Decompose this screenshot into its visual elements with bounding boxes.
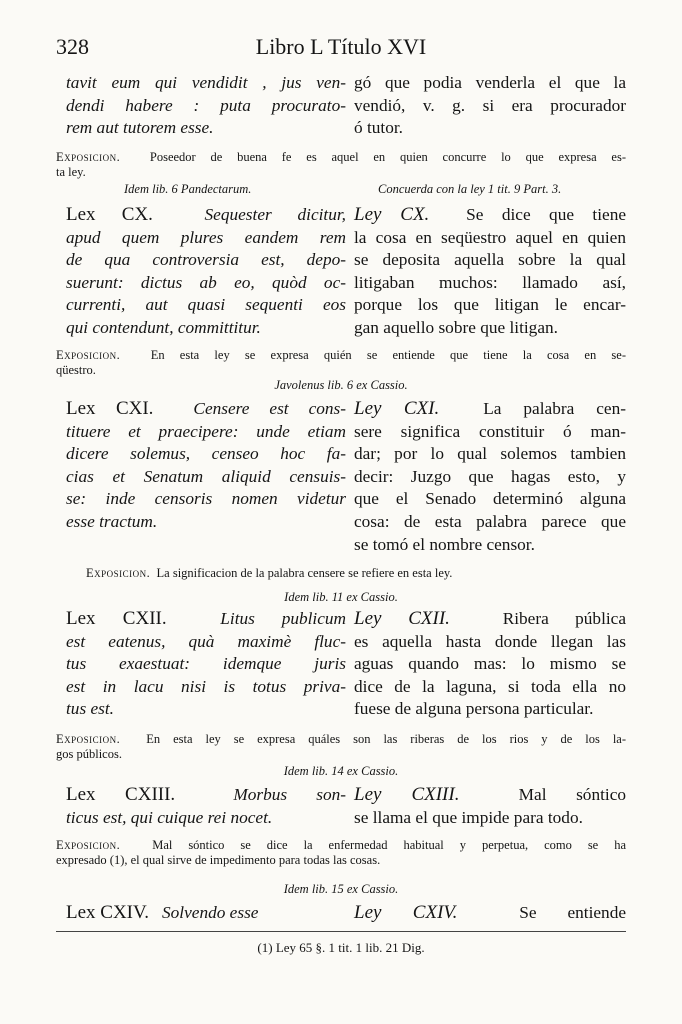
latin-line: tituere et praecipere: unde etiam — [66, 421, 346, 441]
law-number-spanish: Ley CXIV. — [354, 902, 458, 923]
exposition-text: gos públicos. — [56, 747, 122, 761]
law-number-spanish: Ley CX. — [354, 204, 430, 225]
exposition-text: Poseedor de buena fe es aquel en quien concurre lo que expresa es- — [149, 150, 627, 164]
latin-line: currenti, aut quasi sequenti eos — [66, 295, 346, 315]
latin-line: se: inde censoris nomen videtur — [66, 489, 346, 509]
exposition-note: Exposicion. En esta ley se expresa quién se entiende que tiene la cosa en se- qüestro. — [56, 348, 627, 377]
spanish-column: Ley CX. Se dice que tiene la cosa en seqüestro aquel en quien se deposita aquella sobre la qual litigaban muchos: llamado así, porque los que litigan le encar- gan aquello sobre que litigan. — [354, 204, 626, 340]
latin-line: dendi habere : puta procurato- — [66, 95, 346, 115]
spanish-line: aguas quando mas: lo mismo se — [354, 654, 626, 674]
spanish-line: la cosa en seqüestro aquel en quien — [354, 227, 626, 247]
latin-line: cias et Senatum aliquid censuis- — [66, 466, 346, 486]
spanish-column: Ley CXIV. Se entiende — [354, 902, 627, 923]
spanish-line: sere significa constituir ó man- — [354, 421, 626, 441]
law-number-latin: Lex CXI. — [66, 398, 154, 419]
law-continuation — [66, 72, 626, 140]
spanish-line: dar; por lo qual solemos tambien — [354, 444, 626, 464]
page-number: 328 — [56, 34, 89, 59]
latin-line: suerunt: dictus ab eo, quòd oc- — [66, 272, 346, 292]
spanish-line: dice de la laguna, si toda ella no — [354, 676, 626, 696]
latin-column: Lex CX. Sequester dicitur, apud quem plures eandem rem de qua controversia est, depo- suerunt: dictus ab eo, quòd oc- currenti, aut quasi sequenti eos qui contendunt, committitur. — [66, 204, 346, 340]
law-number-spanish: Ley CXI. — [354, 398, 440, 419]
law-cxiii — [66, 784, 626, 829]
spanish-line: porque los que litigan le encar- — [354, 295, 626, 315]
source-reference: Idem lib. 15 ex Cassio. — [283, 882, 399, 896]
exposition-note — [56, 150, 626, 180]
latin-line: tus exaestuat: idemque juris — [66, 654, 346, 674]
spanish-column — [354, 72, 626, 140]
footnote-rule — [56, 931, 626, 932]
spanish-line: cosa: de esta palabra parece que — [354, 511, 626, 531]
spanish-line: se llama el que impide para todo. — [354, 807, 583, 827]
exposition-label: Exposicion. — [56, 348, 121, 362]
law-number-latin: Lex CXIII. — [66, 784, 176, 805]
spanish-line: que el Senado determinó alguna — [354, 489, 626, 509]
spanish-line: gan aquello sobre que litigan. — [354, 317, 558, 337]
law-number-latin: Lex CX. — [66, 204, 153, 225]
latin-line: apud quem plures eandem rem — [66, 227, 346, 247]
spanish-column: Ley CXI. La palabra cen- sere significa constituir ó man- dar; por lo qual solemos tambien decir: Juzgo que hagas esto, y que el Senado determinó alguna cosa: de esta palabra parece que se tomó el nombre censor. — [354, 398, 626, 556]
spanish-line: gó que podia venderla el que la — [354, 73, 626, 92]
latin-column: Lex CXI. Censere est cons- tituere et praecipere: unde etiam dicere solemus, censeo hoc fa- cias et Senatum aliquid censuis- se: inde censoris nomen videtur esse tractum. — [66, 398, 346, 556]
spanish-column: Ley CXIII. Mal sóntico se llama el que impide para todo. — [354, 784, 626, 829]
exposition-label: Exposicion. — [86, 566, 151, 580]
spanish-line: fuese de alguna persona particular. — [354, 699, 594, 719]
law-number-latin: Lex CXIV. — [66, 902, 150, 923]
exposition-text: expresado (1), el qual sirve de impedimento para todas las cosas. — [56, 853, 381, 867]
latin-line: esse tractum. — [66, 511, 158, 531]
spanish-column: Ley CXII. Ribera pública es aquella hasta donde llegan las aguas quando mas: lo mismo se dice de la laguna, si toda ella no fuese de alguna persona particular. — [354, 608, 626, 721]
spanish-line: litigaban muchos: llamado así, — [354, 272, 626, 292]
exposition-label: Exposicion. — [56, 732, 121, 746]
latin-line: ticus est, qui cuique rei nocet. — [66, 807, 273, 827]
law-number-spanish: Ley CXII. — [354, 608, 450, 629]
exposition-label: Exposicion. — [56, 150, 121, 164]
latin-column — [66, 72, 346, 140]
latin-line: qui contendunt, committitur. — [66, 317, 261, 337]
footnote: (1) Ley 65 §. 1 tit. 1 lib. 21 Dig. — [257, 940, 425, 955]
concordance-reference: Concuerda con la ley 1 tit. 9 Part. 3. — [378, 182, 562, 196]
exposition-label: Exposicion. — [56, 838, 121, 852]
spanish-line: es aquella hasta donde llegan las — [354, 631, 626, 651]
latin-line: de qua controversia est, depo- — [66, 250, 346, 270]
spanish-line: vendió, v. g. si era procurador — [354, 95, 626, 115]
page-header — [56, 34, 626, 68]
exposition-text: qüestro. — [56, 363, 96, 377]
latin-column: Lex CXIV. Solvendo esse — [66, 902, 259, 923]
exposition-text: ta ley. — [56, 165, 86, 179]
latin-line: dicere solemus, censeo hoc fa- — [66, 444, 346, 464]
latin-line: est in lacu nisi is totus priva- — [66, 676, 346, 696]
latin-line: est eatenus, quà maximè fluc- — [66, 631, 346, 651]
law-cxiv — [66, 902, 626, 925]
latin-line: rem aut tutorem esse. — [66, 118, 214, 138]
latin-column: Lex CXII. Litus publicum est eatenus, quà maximè fluc- tus exaestuat: idemque juris est in lacu nisi is totus priva- tus est. — [66, 608, 346, 721]
latin-column: Lex CXIII. Morbus son- ticus est, qui cuique rei nocet. — [66, 784, 346, 829]
exposition-note: Exposicion. Mal sóntico se dice la enfermedad habitual y perpetua, como se ha expresado (1), el qual sirve de impedimento para todas las cosas. — [56, 838, 627, 867]
law-number-latin: Lex CXII. — [66, 608, 167, 629]
running-title: Libro L Título XVI — [255, 34, 427, 59]
source-reference: Javolenus lib. 6 ex Cassio. — [274, 378, 408, 392]
spanish-line: ó tutor. — [354, 118, 403, 138]
spanish-line: decir: Juzgo que hagas esto, y — [354, 466, 626, 486]
exposition-note: Exposicion. La significacion de la palabra censere se refiere en esta ley. — [86, 566, 453, 580]
law-cxi — [66, 398, 626, 556]
source-reference: Idem lib. 6 Pandectarum. — [124, 182, 252, 196]
latin-line: tavit eum qui vendidit , jus ven- — [66, 73, 346, 92]
source-reference: Idem lib. 14 ex Cassio. — [283, 764, 399, 778]
latin-line: tus est. — [66, 699, 115, 719]
exposition-note: Exposicion. En esta ley se expresa quáles son las riberas de los rios y de los la- gos públicos. — [56, 732, 627, 761]
spanish-line: se deposita aquella sobre la qual — [354, 250, 626, 270]
law-cxii — [66, 608, 626, 721]
law-number-spanish: Ley CXIII. — [354, 784, 460, 805]
spanish-line: se tomó el nombre censor. — [354, 534, 535, 554]
source-reference: Idem lib. 11 ex Cassio. — [284, 590, 398, 604]
law-cx — [66, 204, 626, 340]
